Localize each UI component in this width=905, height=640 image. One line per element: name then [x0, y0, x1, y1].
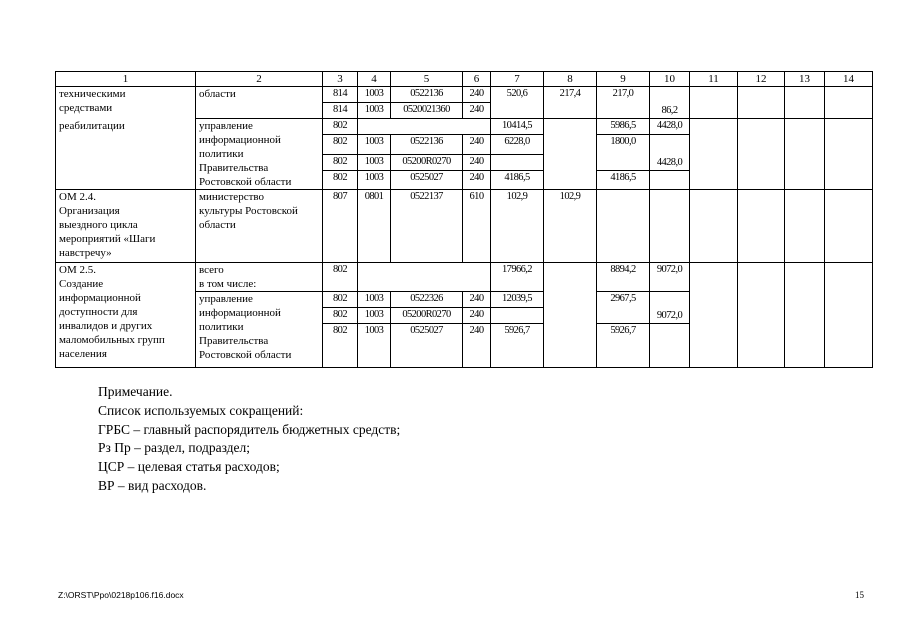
table-cell: 217,0 — [597, 87, 650, 119]
cell-text: управление — [199, 120, 253, 132]
table-cell: 8894,2 — [597, 263, 650, 292]
table-cell: 1003 — [358, 103, 391, 119]
table-cell — [196, 119, 323, 190]
cell-text: выездного цикла — [59, 219, 138, 231]
header-cell: 14 — [825, 72, 873, 87]
table-cell — [544, 119, 597, 190]
table-cell: 1003 — [358, 308, 391, 324]
cell-text: информационной — [199, 307, 281, 319]
notes-section — [98, 383, 400, 496]
table-cell: 5986,5 — [597, 119, 650, 135]
header-cell: 6 — [463, 72, 491, 87]
cell-text: информационной — [199, 134, 281, 146]
note-line: ГРБС – главный распорядитель бюджетных средств; — [98, 421, 401, 437]
table-cell — [650, 324, 690, 368]
table-cell: 0522326 — [391, 292, 463, 308]
table-cell — [738, 190, 785, 263]
table-cell — [491, 308, 544, 324]
table-cell: 217,4 — [544, 87, 597, 119]
table-cell: 802 — [323, 119, 358, 135]
cell-text: управление — [199, 293, 253, 305]
cell-text: всего — [199, 264, 224, 276]
table-cell: 240 — [463, 292, 491, 308]
cell-text: ОМ 2.5. — [59, 264, 96, 276]
table-cell — [544, 263, 597, 368]
table-cell: 240 — [463, 324, 491, 368]
table-cell — [785, 263, 825, 368]
note-line: Рз Пр – раздел, подраздел; — [98, 440, 251, 456]
table-cell: 05200R0270 — [391, 154, 463, 170]
table-cell: 520,6 — [491, 87, 544, 119]
table-cell: 4186,5 — [491, 170, 544, 190]
cell-text: политики — [199, 321, 244, 333]
page-number: 15 — [855, 590, 864, 600]
table-cell: 814 — [323, 87, 358, 103]
table-cell: 802 — [323, 324, 358, 368]
table-cell: 0522136 — [391, 87, 463, 103]
table-cell: 802 — [323, 154, 358, 170]
cell-text: Организация — [59, 205, 120, 217]
table-cell — [738, 87, 785, 119]
table-cell: 5926,7 — [597, 324, 650, 368]
table-cell: 05200R0270 — [391, 308, 463, 324]
table-cell: 802 — [323, 292, 358, 308]
cell-text: 86,2 — [661, 105, 678, 116]
header-row — [56, 72, 873, 87]
cell-text: навстречу» — [59, 247, 112, 259]
table-cell — [825, 119, 873, 190]
table-cell: 814 — [323, 103, 358, 119]
cell-text: культуры Ростовской — [199, 205, 298, 217]
cell-text: информационной — [59, 292, 141, 304]
cell-text: Правительства — [199, 335, 269, 347]
table-cell: 1003 — [358, 292, 391, 308]
header-cell: 11 — [690, 72, 738, 87]
table-cell — [650, 135, 690, 171]
header-cell: 7 — [491, 72, 544, 87]
header-cell: 4 — [358, 72, 391, 87]
table-cell: 0525027 — [391, 170, 463, 190]
table-cell — [825, 190, 873, 263]
table-cell: 240 — [463, 103, 491, 119]
table-cell: 0522137 — [391, 190, 463, 263]
table-cell: 0801 — [358, 190, 391, 263]
note-line: ВР – вид расходов. — [98, 477, 207, 493]
table-cell: 240 — [463, 154, 491, 170]
table-cell — [650, 190, 690, 263]
table-cell — [650, 170, 690, 190]
cell-text: 9072,0 — [656, 310, 683, 321]
cell-text: политики — [199, 148, 244, 160]
table-cell — [358, 119, 491, 135]
header-cell: 10 — [650, 72, 690, 87]
table-cell: 802 — [323, 308, 358, 324]
cell-text: реабилитации — [59, 119, 125, 132]
table-cell — [785, 119, 825, 190]
cell-text: средствами — [59, 102, 113, 114]
table-cell — [358, 263, 491, 292]
table-cell — [56, 190, 196, 263]
header-cell: 2 — [196, 72, 323, 87]
table-cell — [825, 87, 873, 119]
header-cell: 1 — [56, 72, 196, 87]
table-row — [56, 87, 873, 103]
cell-text: маломобильных групп — [59, 334, 165, 346]
table-cell: 807 — [323, 190, 358, 263]
table-cell — [785, 87, 825, 119]
table-cell: 1003 — [358, 324, 391, 368]
table-cell — [690, 119, 738, 190]
cell-text: в том числе: — [199, 278, 257, 290]
table-cell — [196, 292, 323, 368]
table-cell: 1003 — [358, 87, 391, 103]
table-cell: 0520021360 — [391, 103, 463, 119]
cell-text: области — [199, 219, 236, 231]
table-cell: 12039,5 — [491, 292, 544, 308]
table-cell: 1800,0 — [597, 135, 650, 171]
header-cell: 3 — [323, 72, 358, 87]
table-cell: 0525027 — [391, 324, 463, 368]
table-cell: 0522136 — [391, 135, 463, 155]
table-cell — [196, 263, 323, 292]
cell-text: Правительства — [199, 162, 269, 174]
table-cell — [597, 190, 650, 263]
table-cell: 2967,5 — [597, 292, 650, 324]
table-cell: 240 — [463, 87, 491, 103]
table-cell — [690, 263, 738, 368]
table-cell: 102,9 — [544, 190, 597, 263]
cell-text: населения — [59, 348, 107, 360]
table-cell: 240 — [463, 135, 491, 155]
table-cell — [738, 263, 785, 368]
cell-text: Ростовской области — [199, 176, 292, 188]
cell-text: министерство — [199, 191, 265, 203]
table-cell — [650, 292, 690, 324]
cell-text: техническими — [59, 88, 126, 100]
table-cell: 802 — [323, 135, 358, 155]
table-cell — [491, 154, 544, 170]
cell-text: ОМ 2.4. — [59, 191, 96, 203]
note-line: ЦСР – целевая статья расходов; — [98, 459, 280, 475]
table-cell: 6228,0 — [491, 135, 544, 155]
note-line: Примечание. — [98, 384, 173, 399]
table-cell: 802 — [323, 170, 358, 190]
header-cell: 5 — [391, 72, 463, 87]
table-cell — [56, 119, 196, 190]
budget-table — [55, 71, 873, 368]
table-cell — [56, 87, 196, 119]
table-cell: 9072,0 — [650, 263, 690, 292]
table-cell: 610 — [463, 190, 491, 263]
table-cell — [196, 190, 323, 263]
cell-text: 4428,0 — [656, 156, 683, 168]
table-cell: 10414,5 — [491, 119, 544, 135]
header-cell: 13 — [785, 72, 825, 87]
table-cell — [690, 190, 738, 263]
table-cell: 1003 — [358, 135, 391, 155]
table-cell: 802 — [323, 263, 358, 292]
header-cell: 8 — [544, 72, 597, 87]
table-cell: 1003 — [358, 170, 391, 190]
note-line: Список используемых сокращений: — [98, 402, 304, 418]
table-cell — [56, 263, 196, 368]
table-cell: 240 — [463, 170, 491, 190]
table-cell — [650, 87, 690, 119]
table-cell — [690, 87, 738, 119]
table-cell: 17966,2 — [491, 263, 544, 292]
cell-text: мероприятий «Шаги — [59, 233, 156, 245]
table-cell: области — [196, 87, 323, 119]
table-cell: 1003 — [358, 154, 391, 170]
header-cell: 12 — [738, 72, 785, 87]
table-cell — [825, 263, 873, 368]
table-cell: 5926,7 — [491, 324, 544, 368]
file-path-footer: Z:\ORST\Ppo\0218p106.f16.docx — [58, 590, 184, 600]
table-cell: 4428,0 — [650, 119, 690, 135]
cell-text: Ростовской области — [199, 349, 292, 361]
cell-text: Создание — [59, 278, 104, 290]
table-cell — [785, 190, 825, 263]
header-cell: 9 — [597, 72, 650, 87]
table-row — [56, 119, 873, 135]
table-cell: 102,9 — [491, 190, 544, 263]
table-cell: 4186,5 — [597, 170, 650, 190]
cell-text: доступности для — [59, 306, 138, 318]
table-cell — [738, 119, 785, 190]
cell-text: инвалидов и других — [59, 320, 153, 332]
table-cell: 240 — [463, 308, 491, 324]
table-row — [56, 190, 873, 263]
